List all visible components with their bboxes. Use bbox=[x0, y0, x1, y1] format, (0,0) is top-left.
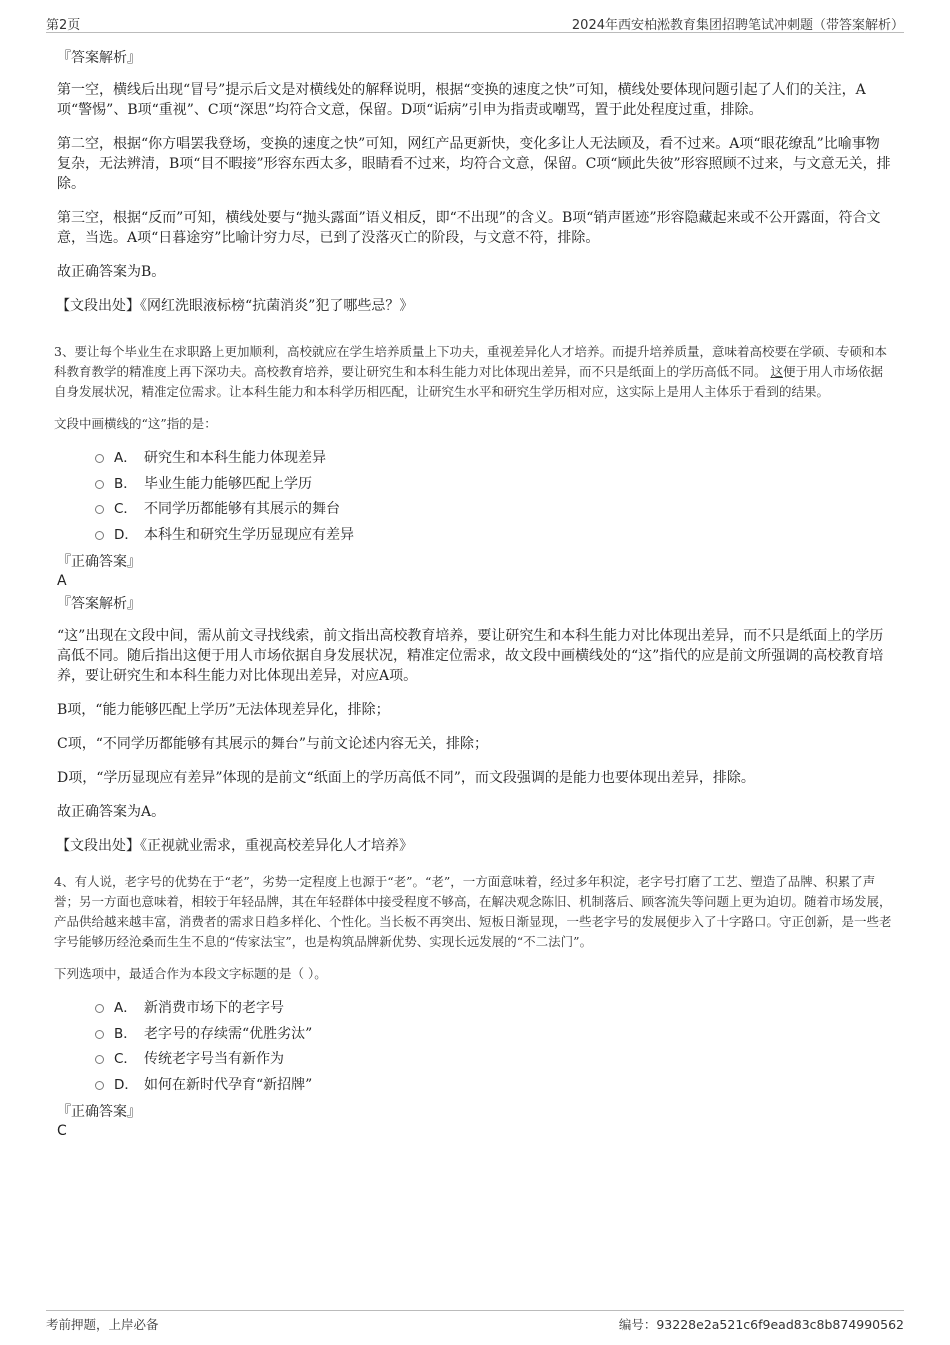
q3-analysis-heading: 『答案解析』 bbox=[57, 596, 141, 612]
q3-options bbox=[57, 446, 893, 548]
radio-icon[interactable] bbox=[95, 1081, 104, 1090]
q3-option-a[interactable]: A． 研究生和本科生能力体现差异 bbox=[95, 446, 893, 472]
q3-analysis-paragraph-1: “这”出现在文段中间，需从前文寻找线索，前文指出高校教育培养，要让研究生和本科生能力对比体现出差异，而不只是纸面上的学历高低不同。随后指出这便于用人市场依据自身发展状况，精准定位需求，故文段中画横线处的“这”指代的应是前文所强调的高校教育培养，要让研究生和本科生能力对比体现出差异，对应A项。 bbox=[57, 628, 884, 684]
q3-prompt: 文段中画横线的“这”指的是： bbox=[54, 416, 217, 431]
radio-icon[interactable] bbox=[95, 531, 104, 540]
q3-analysis-option-d: D项，“学历显现应有差异”体现的是前文“纸面上的学历高低不同”，而文段强调的是能力也要体现出差异，排除。 bbox=[57, 770, 755, 786]
q4-option-a[interactable]: A． 新消费市场下的老字号 bbox=[95, 996, 893, 1022]
q4-prompt: 下列选项中，最适合作为本段文字标题的是（ ）。 bbox=[54, 966, 327, 981]
radio-icon[interactable] bbox=[95, 1004, 104, 1013]
radio-icon[interactable] bbox=[95, 454, 104, 463]
footer-serial: 编号：93228e2a521c6f9ead83c8b874990562 bbox=[618, 1317, 904, 1332]
q4-option-b[interactable]: B． 老字号的存续需“优胜劣汰” bbox=[95, 1022, 893, 1048]
q3-question-text: 3、要让每个毕业生在求职路上更加顺利，高校就应在学生培养质量上下功夫，重视差异化人才培养。而提升培养质量，意味着高校要在学硕、专硕和本科教育教学的精准度上再下深功夫。高校教育培养，要让研究生和本科生能力对比体现出差异，而不只是纸面上的学历高低不同。 这便于用人市场依据自身发展状况，精准定位需求。让本科生能力和本科学历相匹配，让研究生水平和研究生学历相对应，这实际上是用人主体乐于看到的结果。 bbox=[54, 344, 887, 399]
q3-analysis-option-c: C项，“不同学历都能够有其展示的舞台”与前文论述内容无关，排除； bbox=[57, 736, 489, 752]
q4-question-text: 4、有人说，老字号的优势在于“老”，劣势一定程度上也源于“老”。“老”，一方面意味着，经过多年积淀，老字号打磨了工艺、塑造了品牌、积累了声誉；另一方面也意味着，相较于年轻品牌，其在年轻群体中接受程度不够高，在解决观念陈旧、机制落后、顾客流失等问题上更为迫切。随着市场发展，产品供给越来越丰富，消费者的需求日趋多样化、个性化。当长板不再突出、短板日渐显现，一些老字号的发展便步入了十字路口。守正创新，是一些老字号能够历经沧桑而生生不息的“传家法宝”，也是构筑品牌新优势、实现长远发展的“不二法门”。 bbox=[54, 874, 892, 949]
q3-analysis-option-b: B项，“能力能够匹配上学历”无法体现差异化，排除； bbox=[57, 702, 390, 718]
radio-icon[interactable] bbox=[95, 505, 104, 514]
radio-icon[interactable] bbox=[95, 1055, 104, 1064]
q4-answer: C bbox=[57, 1123, 67, 1139]
radio-icon[interactable] bbox=[95, 480, 104, 489]
q4-answer-heading: 『正确答案』 bbox=[57, 1104, 141, 1120]
radio-icon[interactable] bbox=[95, 1030, 104, 1039]
q3-answer-heading: 『正确答案』 bbox=[57, 554, 141, 570]
q4-option-c[interactable]: C． 传统老字号当有新作为 bbox=[95, 1047, 893, 1073]
page-footer bbox=[46, 1310, 904, 1335]
page-number: 第2页 bbox=[46, 18, 81, 33]
q2-analysis-paragraph-2: 第二空，根据“你方唱罢我登场，变换的速度之快”可知，网红产品更新快，变化多让人无法顾及，看不过来。A项“眼花缭乱”比喻事物复杂，无法辨清，B项“目不暇接”形容东西太多，眼睛看不过来，均符合文意，保留。C项“顾此失彼”形容照顾不过来，与文意无关，排除。 bbox=[57, 136, 891, 192]
q2-source: 【文段出处】《网红洗眼液标榜“抗菌消炎”犯了哪些忌？》 bbox=[56, 298, 414, 314]
q3-underlined-word: 这 bbox=[770, 364, 784, 379]
q4-option-d[interactable]: D． 如何在新时代孕育“新招牌” bbox=[95, 1073, 893, 1099]
q2-analysis-paragraph-1: 第一空，横线后出现“冒号”提示后文是对横线处的解释说明，根据“变换的速度之快”可知，横线处要体现问题引起了人们的关注，A项“警惕”、B项“重视”、C项“深思”均符合文意，保留。D项“诟病”引申为指责或嘲骂，置于此处程度过重，排除。 bbox=[57, 82, 866, 118]
q2-analysis-paragraph-3: 第三空，根据“反而”可知，横线处要与“抛头露面”语义相反，即“不出现”的含义。B项“销声匿迹”形容隐藏起来或不公开露面，符合文意，当选。A项“日暮途穷”比喻计穷力尽，已到了没落灭亡的阶段，与文意不符，排除。 bbox=[57, 210, 881, 246]
footer-slogan: 考前押题，上岸必备 bbox=[46, 1317, 159, 1332]
q3-option-c[interactable]: C． 不同学历都能够有其展示的舞台 bbox=[95, 497, 893, 523]
q2-analysis-heading: 『答案解析』 bbox=[57, 50, 141, 66]
q3-option-d[interactable]: D． 本科生和研究生学历显现应有差异 bbox=[95, 523, 893, 549]
q3-conclusion: 故正确答案为A。 bbox=[57, 804, 166, 820]
document-body bbox=[54, 48, 893, 1144]
q3-source: 【文段出处】《正视就业需求，重视高校差异化人才培养》 bbox=[56, 838, 413, 854]
document-title: 2024年西安柏淞教育集团招聘笔试冲刺题（带答案解析） bbox=[571, 18, 904, 33]
q3-answer: A bbox=[57, 573, 67, 589]
q2-conclusion: 故正确答案为B。 bbox=[57, 264, 166, 280]
page-header bbox=[46, 14, 904, 33]
q3-option-b[interactable]: B． 毕业生能力能够匹配上学历 bbox=[95, 472, 893, 498]
q4-options bbox=[57, 996, 893, 1098]
